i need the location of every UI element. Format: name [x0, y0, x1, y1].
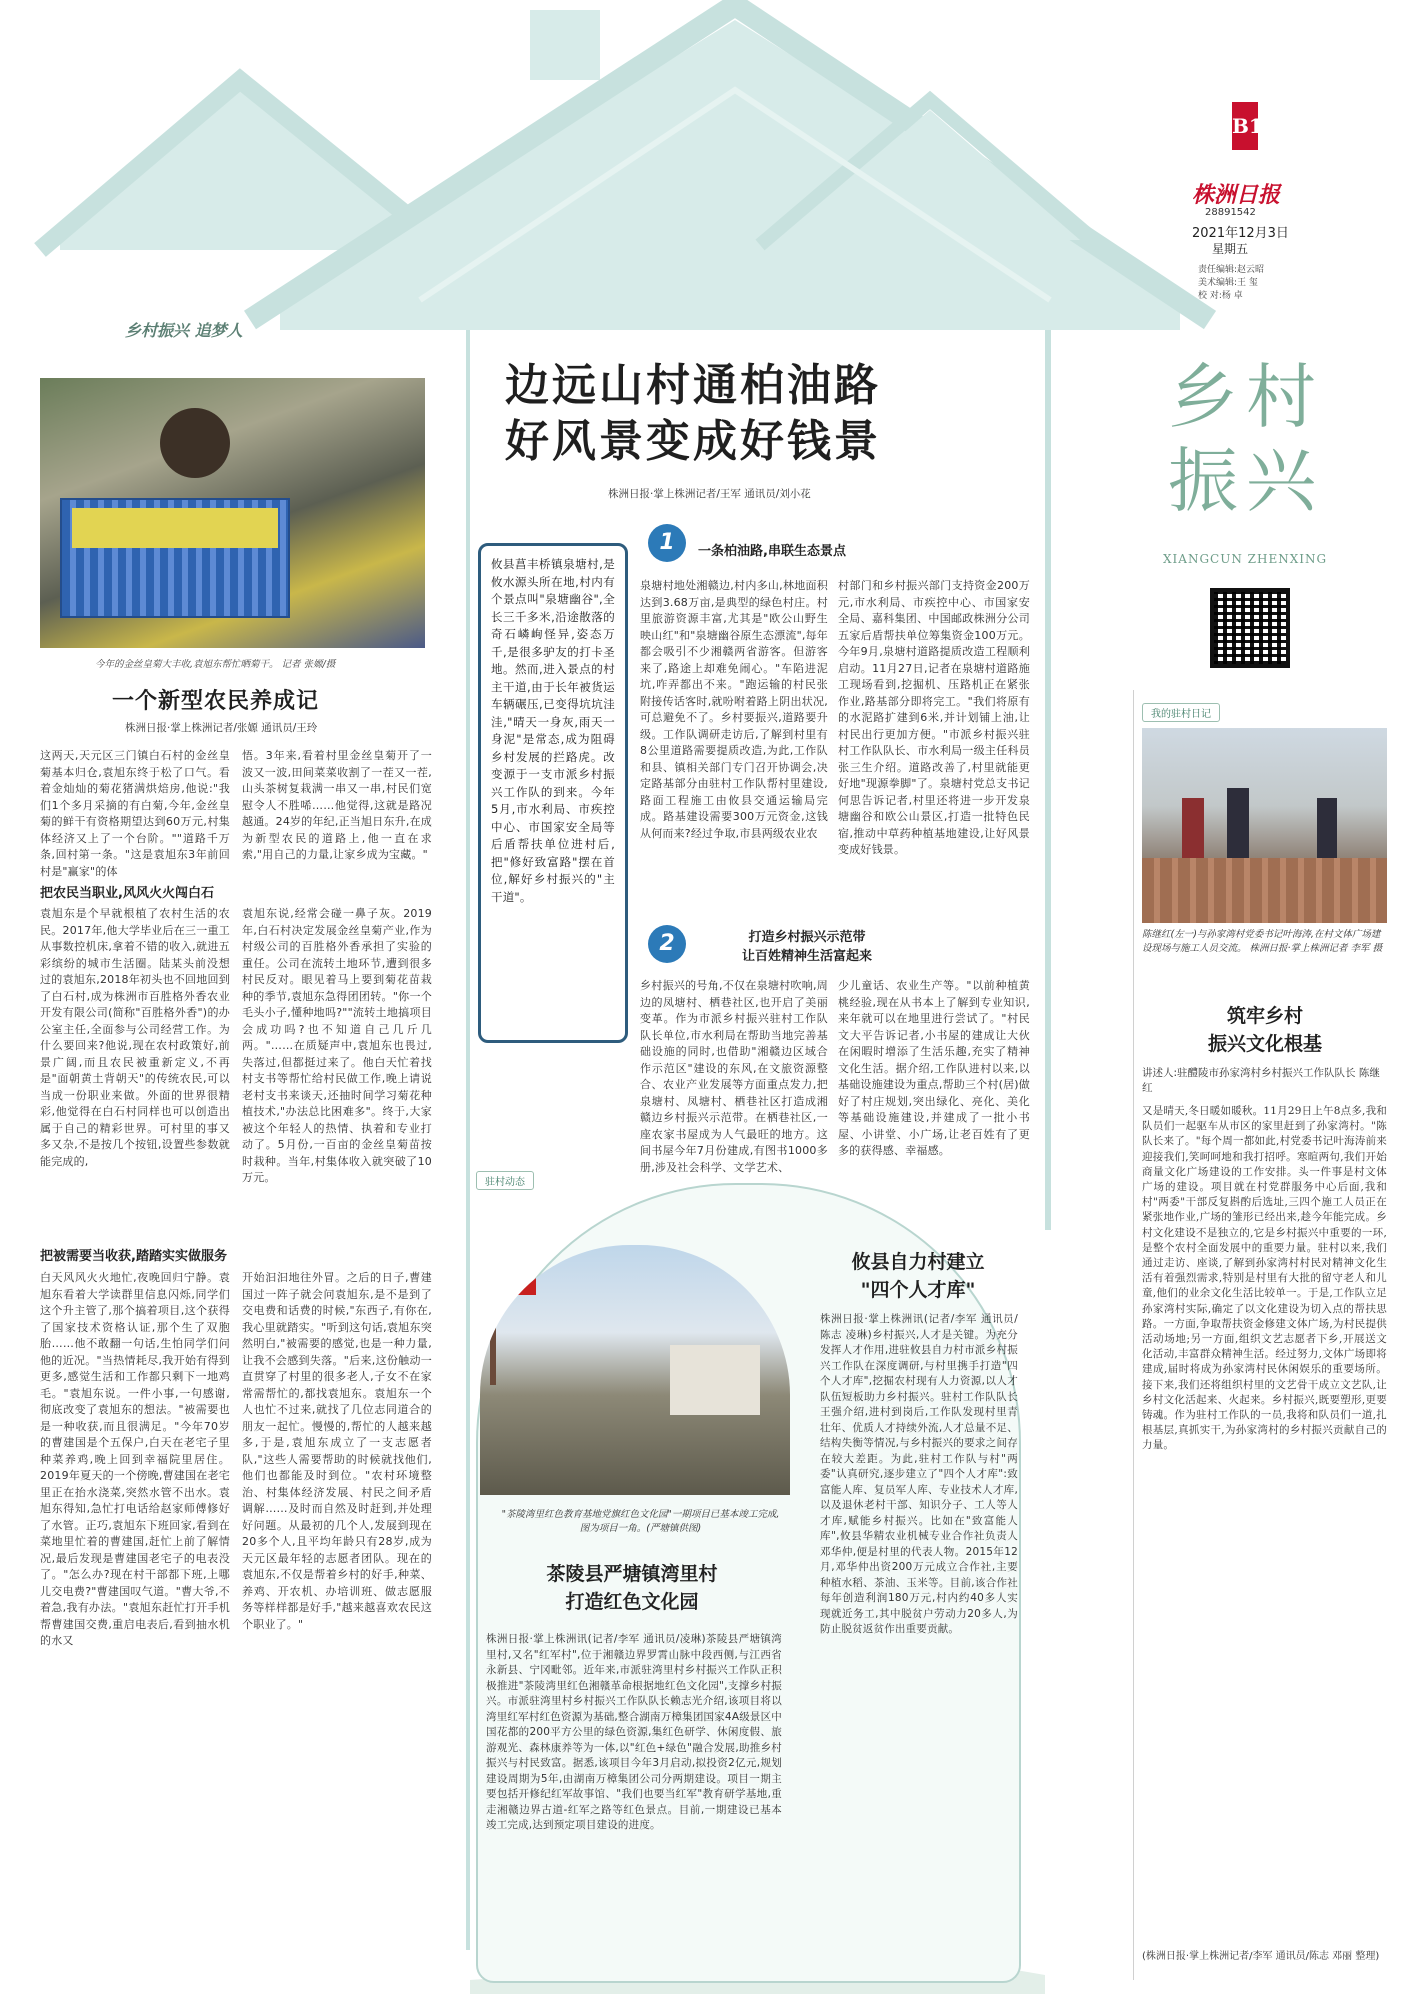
section-2-title-line: 打造乡村振兴示范带	[748, 930, 866, 945]
farmer-subhead-2: 把被需要当收获,踏踏实实做服务	[40, 1249, 227, 1264]
farmer-byline: 株洲日报·掌上株洲记者/张嫄 通讯员/王玲	[125, 722, 318, 734]
farmer-sub2-text-a: 白天风风火火地忙,夜晚回归宁静。袁旭东看着大学读群里信息闪烁,同学们这个升主管了,那个搞着项目,这个获得了国家技术资格认证,那个生了双胞胎……他不敢翻一句话,生怕同学们问他的近况。"当热情耗尽,我开始有得到更多,感觉生活和工作都只剩下一地鸡毛。"袁旭东说。一件小事,一句感谢,彻底改变了袁旭东的想法。"被需要也是一种收获,而且很满足。"今年70岁的曹建国是个五保户,白天在老宅子里种菜养鸡,晚上回到幸福院里居住。2019年夏天的一个傍晚,曹建国在老宅里正在抬水浇菜,突然水管不出水。袁旭东得知,急忙打电话给赵家师傅修好了水管。正巧,袁旭东下班回家,看到在菜地里忙着的曹建国,赶忙上前了解情况,最后发现是曹建国老宅子的电表没了。"怎么办?现在村干部都下班,上哪儿交电费?"曹建国叹气道。"曹大爷,不着急,我有办法。"袁旭东赶忙打开手机帮曹建国交费,重启电表后,看到抽水机的水又	[40, 1271, 230, 1647]
issue-weekday: 星期五	[1212, 242, 1249, 256]
cadre-title-line: "四个人才库"	[860, 1279, 976, 1301]
red-flag	[496, 1265, 536, 1295]
headline-line-1: 边远山村通柏油路	[505, 360, 881, 411]
headline-line-2: 好风景变成好钱景	[505, 416, 881, 467]
main-headline	[505, 358, 1025, 470]
sidebar-tag-wrap	[1142, 702, 1220, 722]
lead-text: 攸县菖丰桥镇泉塘村,是攸水源头所在地,村内有个景点叫"泉塘幽谷",全长三千多米,沿途散落的奇石嶙峋怪异,姿态万千,是很多驴友的打卡圣地。然而,进入景点的村主干道,由于长年被货运车辆碾压,已变得坑坑洼洼,"晴天一身灰,雨天一身泥"是常态,成为阻碍乡村发展的拦路虎。改变源于一支市派乡村振兴工作队的到来。今年5月,市水利局、市疾控中心、市国家安全局等后盾帮扶单位进村后,把"修好致富路"摆在首位,解好乡村振兴的"主干道"。	[491, 557, 615, 904]
diary-text: 又是晴天,冬日暖如暖秋。11月29日上午8点多,我和队员们一起驱车从市区的家里赶到了孙家湾村。"陈队长来了。"每个周一都如此,村党委书记叶海涛前来迎接我们,笑呵呵地和我打招呼。寒暄两句,我们开始商量文化广场建设的工作安排。头一件事是村文体广场的建设。项目就在村党群服务中心后面,我和村"两委"干部反复斟酌后选址,三四个施工人员正在紧张地作业,广场的雏形已经出来,趁今年能完成。乡村文化建设不是独立的,它是乡村振兴中重要的一环,是整个农村全面发展中的重要力量。驻村以来,我们通过走访、座谈,了解到孙家湾村村民对精神文化生活有着强烈需求,特别是村里有大批的留守老人和儿童,他们的业余文化生活比较单一。于是,工作队立足孙家湾村实际,确定了以文化建设为切入点的帮扶思路。一方面,争取帮扶资金修建文体广场,为村民提供活动场地;另一方面,组织文艺志愿者下乡,开展送文化活动,丰富群众精神生活。经过努力,文体广场即将建成,届时将成为孙家湾村民休闲娱乐的重要场所。接下来,我们还将组织村里的文艺骨干成立文艺队,让乡村文化活起来、火起来。乡村振兴,既要塑形,更要铸魂。作为驻村工作队的一员,我将和队员们一道,扎根基层,真抓实干,为孙家湾村的乡村振兴贡献自己的力量。	[1142, 1105, 1387, 1452]
diary-photo	[1142, 728, 1387, 923]
farmer-title: 一个新型农民养成记	[112, 689, 320, 714]
section-2-number: 2	[648, 925, 686, 963]
diary-speaker: 讲述人:驻醴陵市孙家湾村乡村振兴工作队队长 陈继红	[1142, 1067, 1380, 1094]
section-1-number: 1	[648, 524, 686, 562]
house-building	[670, 1345, 760, 1415]
diary-title-line: 振兴文化根基	[1207, 1033, 1322, 1055]
left-house-roof	[60, 90, 430, 250]
center-tag-wrap	[476, 1170, 534, 1190]
diary-title-line: 筑牢乡村	[1226, 1005, 1303, 1027]
chrysanthemums	[72, 508, 278, 548]
center-story-byline: 株洲日报·掌上株洲讯(记者/李军 通讯员/凌琳)	[486, 1633, 706, 1645]
farmer-sub1-text-a: 袁旭东是个早就根植了农村生活的农民。2017年,他大学毕业后在三一重工从事数控机床,拿着不错的收入,就进五彩缤纷的城市生活圈。陆某头前没想过的袁旭东,2018年初头也不回地回到了白石村,成为株洲市百胜格外香农业开发有限公司(简称"百胜格外香")的办公室主任,全面参与公司经营工作。为什么要回来?他说,现在农村政策好,前景广阔,而且农民被重新定义,不再是"面朝黄土背朝天"的传统农民,可以当成一份职业来做。外面的世界很精彩,他觉得在白石村同样也可以创造出属于自己的精彩世界。可村里的事又多又杂,不是按几个按钮,设置些参数就能完成的,	[40, 907, 230, 1168]
center-title	[512, 1560, 752, 1616]
farmer-sub2-text-b: 开始汩汩地往外冒。之后的日子,曹建国过一阵子就会问袁旭东,是不是到了交电费和话费的时候,"东西子,有你在,我心里就踏实。"听到这句话,袁旭东突然明白,"被需要的感觉,也是一种力量,让我不会感到失落。"后来,这份触动一直贯穿了村里的很多老人,子女不在家常需帮忙的,都找袁旭东。袁旭东一个人也忙不过来,就找了几位志同道合的朋友一起忙。慢慢的,帮忙的人越来越多,于是,袁旭东成立了一支志愿者队,"这些人需要帮助的时候就找他们,他们也都能及时到位。"农村环境整治、村集体经济发展、村民之间矛盾调解……及时而自然及时赶到,并处理好问题。从最初的几个人,发展到现在20多个人,且平均年龄只有28岁,成为天元区最年轻的志愿者团队。现在的袁旭东,不仅是帮着乡村的好手,种菜、养鸡、开农机、办培训班、做志愿服务等样样都是好手,"越来越喜欢农民这个职业了。"	[242, 1271, 432, 1631]
farmer-figure	[160, 408, 230, 478]
section-title: 乡村振兴	[1168, 356, 1324, 522]
farmer-photo	[40, 378, 425, 648]
brick-wall	[1142, 858, 1387, 923]
farmer-photo-caption: 今年的金丝皇菊大丰收,袁旭东帮忙晒菊干。 记者 张嫄/摄	[95, 659, 336, 670]
cadre-title-line: 攸县自力村建立	[851, 1251, 985, 1273]
culture-park-caption: "茶陵湾里红色教育基地党旗红色文化园"一期项目已基本竣工完成,图为项目一角。(严塘镇供图)	[501, 1509, 780, 1534]
paper-name-logo: 株洲日报	[1192, 182, 1281, 208]
section-1-text-b: 村部门和乡村振兴部门支持资金200万元,市水利局、市疾控中心、市国家安全局、嘉科集团、中国邮政株洲分公司五家后盾帮扶单位筹集资金100万元。今年9月,泉塘村道路提质改造工程顺利启动。11月27日,记者在泉塘村道路施工现场看到,挖掘机、压路机正在紧张作业,路基部分即将完工。"我们将原有的水泥路扩建到6米,并计划铺上油,让村民出行更加方便。"市派乡村振兴驻村工作队队长、市水利局一级主任科员张三生介绍。道路改善了,村里就能更好地"现源拳脚"了。泉塘村党总支书记何思告诉记者,村里还将进一步开发泉塘幽谷和欧公山景区,打造一批特色民宿,推动中草药种植基地建设,让好风景变成好钱景。	[838, 579, 1030, 856]
editor-line: 责任编辑:赵云昭	[1198, 265, 1265, 275]
editor-line: 美术编辑:王 玺	[1198, 278, 1258, 288]
section-2-title-line: 让百姓精神生活富起来	[741, 949, 872, 964]
section-2-title	[702, 928, 912, 966]
main-house-roof	[280, 20, 1180, 330]
center-story-text	[486, 1632, 782, 1834]
section-1-title: 一条柏油路,串联生态景点	[698, 544, 846, 559]
page-number-badge: B1	[1232, 102, 1258, 150]
column-rule-right	[1133, 690, 1134, 1980]
center-title-line: 茶陵县严塘镇湾里村	[546, 1563, 718, 1585]
cadre-story-text: 株洲日报·掌上株洲讯(记者/李军 通讯员/陈志 凌琳)乡村振兴,人才是关键。为充分发挥人才作用,进驻攸县自力村市派乡村振兴工作队在深度调研,与村里携手打造"四个人才库",挖掘农村现有人力资源,以人才队伍短板助力乡村振兴。驻村工作队队长王强介绍,进村到岗后,工作队发现村里青壮年、优质人才持续外流,人才总量不足、结构失衡等情况,与乡村振兴的要求之间存在较大差距。为此,驻村工作队与村"两委"认真研究,逐步建立了"四个人才库":致富能人库、复员军人库、专业技术人才库,以及退休老村干部、知识分子、工人等人才库,赋能乡村振兴。比如在"致富能人库",攸县华精农业机械专业合作社负责人邓华仲,便是村里的代表人物。2015年12月,邓华仲出资200万元成立合作社,主要种植水稻、茶油、玉米等。目前,该合作社每年创造利润180万元,村内约40多人实现就近务工,其中脱贫户劳动力20多人,为防止脱贫返贫作出重要贡献。	[820, 1313, 1018, 1635]
person-figure	[1227, 788, 1249, 858]
main-byline: 株洲日报·掌上株洲记者/王军 通讯员/刘小花	[608, 488, 811, 500]
farmer-subhead-1: 把农民当职业,风风火火闯白石	[40, 886, 214, 901]
center-tag: 驻村动态	[476, 1171, 534, 1190]
diary-photo-caption: 陈继红(左一)与孙家湾村党委书记叶海涛,在村文体广场建设现场与施工人员交流。 株洲日报·掌上株洲记者 李军 摄	[1142, 929, 1383, 954]
person-figure	[1317, 798, 1337, 858]
farmer-intro-a: 这两天,天元区三门镇白石村的金丝皇菊基本归仓,袁旭东终于松了口气。看着金灿灿的菊花猪满烘焙房,他说:"我们1个多月采摘的有白菊,今年,金丝皇菊的鲜干有资格期望达到60万元,村集体经济又上了一个台阶。""道路千万条,回村第一条。"这是袁旭东3年前回村是"赢家"的体	[40, 749, 230, 878]
diary-title	[1160, 1002, 1370, 1058]
flower-crate	[60, 498, 290, 618]
diary-footer: (株洲日报·掌上株洲记者/李军 通讯员/陈志 邓丽 整理)	[1142, 1951, 1380, 1962]
right-wall-line	[1045, 330, 1051, 1230]
editor-line: 校 对:杨 卓	[1198, 291, 1243, 301]
qr-code	[1210, 588, 1290, 668]
issue-date: 2021年12月3日	[1192, 226, 1289, 241]
farmer-intro-b: 悟。3年来,看着村里金丝皇菊开了一波又一波,田间菜菜收割了一茬又一茬,山头茶树复栽满一串又一串,村民们宽慰令人不胜唏……他觉得,这就是路况越通。24岁的年纪,正当旭日东升,在成为新型农民的道路上,他一直在求索,"用自己的力量,让家乡成为宝藏。"	[242, 749, 432, 861]
left-wall-line	[466, 330, 470, 1950]
lead-box	[478, 543, 628, 1043]
center-title-line: 打造红色文化园	[565, 1591, 699, 1613]
section-2-text-a: 乡村振兴的号角,不仅在泉塘村吹响,周边的凤塘村、栖巷社区,也开启了美丽变革。作为市派乡村振兴驻村工作队队长单位,市水利局在帮助当地完善基础设施的同时,也借助"湘赣边区域合作示范区"建设的东风,在文旅资源整合、农业产业发展等方面重点发力,把泉塘村、凤塘村、栖巷社区打造成湘赣边乡村振兴示范带。在栖巷社区,一座农家书屋成为人气最旺的地方。这间书屋今年7月份建成,有图书1000多册,涉及社会科学、文学艺术、	[640, 979, 828, 1174]
person-figure	[1182, 798, 1204, 858]
center-story-body: 茶陵县严塘镇湾里村,又名"红军村",位于湘赣边界罗霄山脉中段西侧,与江西省永新县、宁冈毗邻。近年来,市派驻湾里村乡村振兴工作队正积极推进"茶陵湾里红色湘赣革命根据地红色文化园",支撑乡村振兴。市派驻湾里村乡村振兴工作队队长赖志光介绍,该项目将以湾里红军村红色资源为基础,整合湖南万樟集团国家4A级景区中国花都的200平方公里的绿色资源,集红色研学、休闲度假、旅游观光、森林康养等为一体,以"红色+绿色"融合发展,助推乡村振兴与村民致富。据悉,该项目今年3月启动,拟投资2亿元,规划建设周期为5年,由湖南万樟集团公司分两期建设。项目一期主要包括开修纪红军故事馆、"我们也要当红军"教育研学基地,重走湘赣边界古道-红军之路等红色景点。目前,一期建设已基本竣工完成,达到预定项目建设的进度。	[486, 1633, 782, 1831]
farmer-sub1-text-b: 袁旭东说,经常会碰一鼻子灰。2019年,白石村决定发展金丝皇菊产业,作为村级公司的百胜格外香承担了实验的重任。公司在流转土地环节,遭到很多村民反对。眼见着马上要到菊花苗栽种的季节,袁旭东急得团团转。"你一个毛头小子,懂种地吗?""流转土地搞项目会成功吗?也不知道自己几斤几两。"……在质疑声中,袁旭东也畏过,失落过,但都挺过来了。他白天忙着找村支书等帮忙给村民做工作,晚上请说老村支书来谈天,还抽时间学习菊花种植技术,"办法总比困难多"。终于,大家被这个年轻人的热情、执着和专业打动了。5月份,一百亩的金丝皇菊苗按时栽种。当年,村集体收入就突破了10万元。	[242, 907, 432, 1184]
section-1-text-a: 泉塘村地处湘赣边,村内多山,林地面积达到3.68万亩,是典型的绿色村庄。村里旅游资源丰富,尤其是"欧公山野生映山红"和"泉塘幽谷原生态漂流",每年都会吸引不少湘赣两省游客。但游客来了,路途上却难免闹心。"车陷进泥坑,咋弄都出不来。"跑运输的村民张附接传话客时,就吩咐着路上阴出状况,可总避免不了。乡村要振兴,道路要升级。工作队调研走访后,了解到村里有8公里道路需要提质改造,为此,工作队和县、镇相关部门专门召开协调会,决定路基部分由驻村工作队帮村里建设,路面工程施工由攸县交通运输局完成。路基建设需要300万元资金,这钱从何而来?经过争取,市县两级农业农	[640, 579, 828, 840]
editor-credits	[1198, 264, 1264, 303]
sidebar-tag: 我的驻村日记	[1142, 703, 1220, 722]
column-logo: 乡村振兴 追梦人	[125, 321, 243, 340]
chimney	[530, 10, 600, 80]
section-pinyin: XIANGCUN ZHENXING	[1163, 552, 1328, 566]
section-2-text-b: 少儿童话、农业生产等。"以前种植黄桃经验,现在从书本上了解到专业知识,来年就可以在地里进行尝试了。"村民文大平告诉记者,小书屋的建成让大伙在闲暇时增添了生活乐趣,充实了精神文化生活。据介绍,工作队进村以来,以基础设施建设为重点,帮助三个村(居)做好了村庄规划,突出绿化、亮化、美化等基础设施建设,并建成了一批小书屋、小讲堂、小广场,让老百姓有了更多的获得感、幸福感。	[838, 979, 1030, 1157]
phone-number: 28891542	[1205, 207, 1256, 218]
cadre-title	[818, 1248, 1018, 1304]
